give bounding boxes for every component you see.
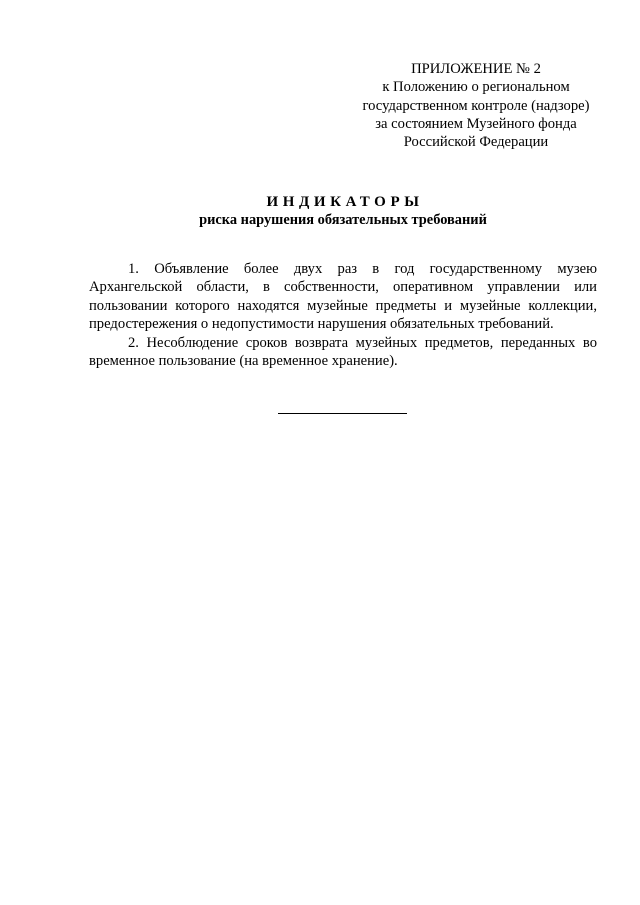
appendix-title: ПРИЛОЖЕНИЕ № 2 (411, 61, 541, 77)
appendix-header (345, 60, 607, 151)
appendix-line: государственном контроле (надзоре) (362, 97, 590, 114)
closing-separator-line (278, 413, 407, 414)
indicator-item-1: 1. Объявление более двух раз в год государственному музею Архангельской области, в собственности, оперативном управлении или пользовании которого находятся музейные предметы и музейные коллекции, предостережения о недопустимости нарушения обязательных требований. (89, 261, 597, 333)
appendix-line: к Положению о региональном (382, 79, 570, 96)
indicator-item-2: 2. Несоблюдение сроков возврата музейных предметов, переданных во временное пользование (на временное хранение). (89, 334, 597, 370)
appendix-line: за состоянием Музейного фонда (375, 115, 577, 132)
document-subtitle: риска нарушения обязательных требований (199, 212, 487, 228)
indicator-list (89, 260, 597, 370)
document-heading (88, 193, 598, 230)
document-title: ИНДИКАТОРЫ (266, 194, 424, 210)
appendix-line: Российской Федерации (403, 134, 549, 151)
